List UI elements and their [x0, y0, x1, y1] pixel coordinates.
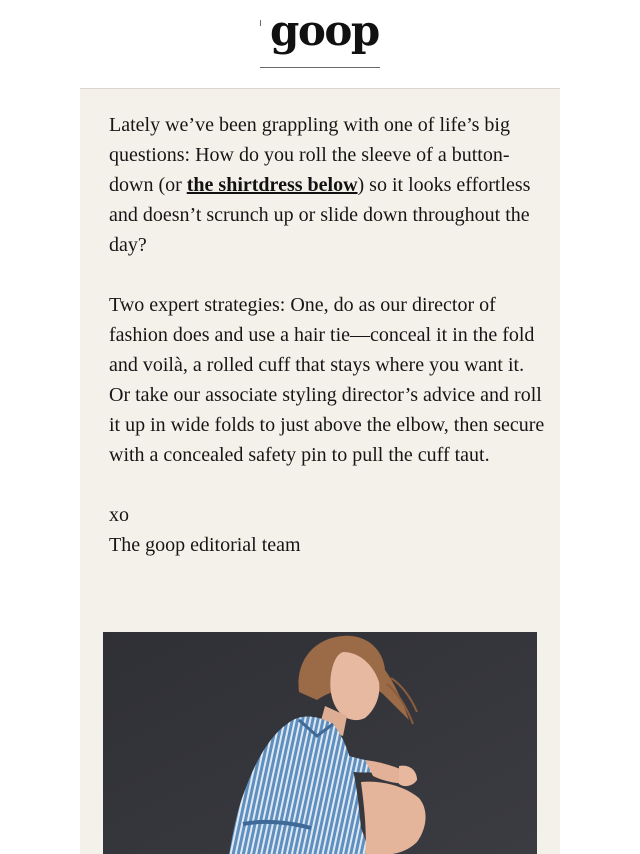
shirtdress-link[interactable]: the shirtdress below — [186, 174, 358, 196]
editorial-copy — [109, 110, 547, 560]
signoff-team: The goop editorial team — [109, 534, 301, 556]
strategies-paragraph: Two expert strategies: One, do as our director of fashion does and use a hair tie—conceal it in the fold and voilà, a rolled cuff that stays where you want it. Or take our associate styling director’s advice and roll it up in wide folds to just above the elbow, then secure with a concealed safety pin to pull the cuff taut. — [109, 294, 545, 466]
email-header — [0, 0, 640, 88]
model-in-striped-shirtdress-image — [103, 632, 537, 854]
email-content-panel — [80, 88, 560, 854]
intro-paragraph — [109, 110, 547, 260]
goop-logo-link[interactable] — [260, 6, 380, 68]
intro-text-after-link: ) so it looks effortless and doesn’t scrunch up or slide down throughout the day? — [109, 174, 531, 256]
signoff-xo: xo — [109, 504, 129, 526]
goop-logo: goop — [270, 6, 379, 55]
shirtdress-photo[interactable] — [103, 632, 537, 854]
intro-text-before-link: Lately we’ve been grappling with one of life’s big questions: How do you roll the sleeve of a button-down (or — [109, 114, 510, 196]
logo-corner-mark — [260, 20, 261, 26]
signoff — [109, 500, 547, 560]
